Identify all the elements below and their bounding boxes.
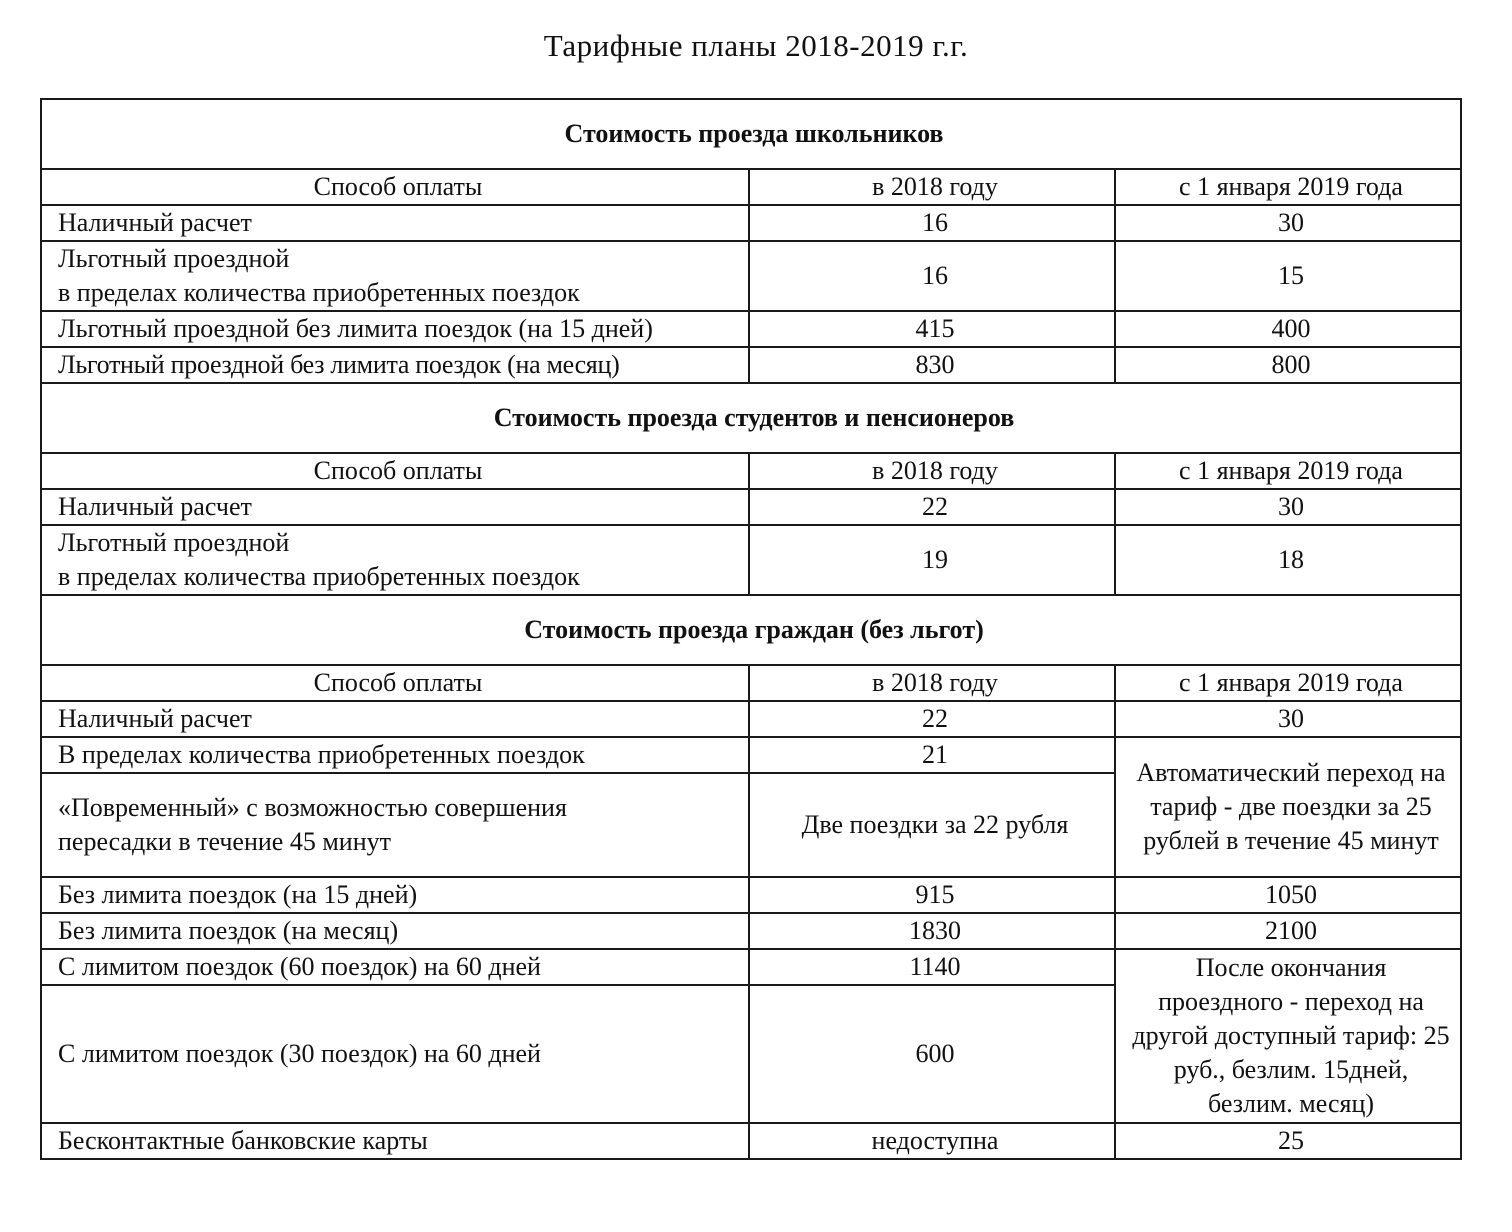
value-2018: 19 — [749, 525, 1115, 595]
row-label: С лимитом поездок (30 поездок) на 60 дней — [41, 985, 749, 1123]
row-label: Бесконтактные банковские карты — [41, 1123, 749, 1159]
column-header-2018: в 2018 году — [749, 665, 1115, 701]
value-2019-merged: Автоматический переход на тариф - две поездки за 25 рублей в течение 45 минут — [1115, 737, 1461, 877]
section-title-citizens: Стоимость проезда граждан (без льгот) — [41, 595, 1461, 665]
value-2019: 30 — [1115, 489, 1461, 525]
row-label — [41, 525, 749, 595]
table-row — [41, 913, 1461, 949]
column-header-2019: с 1 января 2019 года — [1115, 169, 1461, 205]
row-label: «Повременный» с возможностью совершения пересадки в течение 45 минут — [41, 773, 749, 877]
value-2018: 915 — [749, 877, 1115, 913]
section-title-students: Стоимость проезда студентов и пенсионеров — [41, 383, 1461, 453]
value-2018: 22 — [749, 701, 1115, 737]
header-row — [41, 453, 1461, 489]
row-label: Льготный проездной без лимита поездок (на 15 дней) — [41, 311, 749, 347]
column-header-2018: в 2018 году — [749, 169, 1115, 205]
value-2018: 22 — [749, 489, 1115, 525]
value-2018: 21 — [749, 737, 1115, 773]
section-title-schoolchildren: Стоимость проезда школьников — [41, 99, 1461, 169]
value-2018: 415 — [749, 311, 1115, 347]
table-row — [41, 241, 1461, 311]
table-row — [41, 347, 1461, 383]
column-header-2019: с 1 января 2019 года — [1115, 665, 1461, 701]
table-row — [41, 701, 1461, 737]
section-row-schoolchildren — [41, 99, 1461, 169]
header-row — [41, 169, 1461, 205]
row-label: Наличный расчет — [41, 701, 749, 737]
value-2019: 2100 — [1115, 913, 1461, 949]
value-2019: 400 — [1115, 311, 1461, 347]
document-title: Тарифные планы 2018-2019 г.г. — [543, 28, 969, 63]
column-header-method: Способ оплаты — [41, 169, 749, 205]
row-label-line: в пределах количества приобретенных поездок — [58, 278, 580, 307]
row-label: Наличный расчет — [41, 205, 749, 241]
row-label-line: в пределах количества приобретенных поездок — [58, 562, 580, 591]
value-2018: 16 — [749, 241, 1115, 311]
value-2018: Две поездки за 22 рубля — [749, 773, 1115, 877]
value-2019: 15 — [1115, 241, 1461, 311]
value-2019: 800 — [1115, 347, 1461, 383]
row-label: Льготный проездной без лимита поездок (на месяц) — [41, 347, 749, 383]
value-2019-merged: После окончания проездного - переход на другой доступный тариф: 25 руб., безлим. 15дней, безлим. месяц) — [1115, 949, 1461, 1123]
value-2018: 1830 — [749, 913, 1115, 949]
row-label: С лимитом поездок (60 поездок) на 60 дней — [41, 949, 749, 985]
table-row — [41, 489, 1461, 525]
row-label: Без лимита поездок (на месяц) — [41, 913, 749, 949]
value-2019: 30 — [1115, 701, 1461, 737]
value-2019: 1050 — [1115, 877, 1461, 913]
value-2018: 600 — [749, 985, 1115, 1123]
column-header-method: Способ оплаты — [41, 453, 749, 489]
row-label: В пределах количества приобретенных поездок — [41, 737, 749, 773]
section-row-citizens — [41, 595, 1461, 665]
row-label — [41, 241, 749, 311]
table-row — [41, 525, 1461, 595]
table-row — [41, 205, 1461, 241]
header-row — [41, 665, 1461, 701]
tariff-table — [40, 98, 1462, 1160]
row-label: Без лимита поездок (на 15 дней) — [41, 877, 749, 913]
table-row — [41, 311, 1461, 347]
value-2019: 25 — [1115, 1123, 1461, 1159]
section-row-students — [41, 383, 1461, 453]
row-label-line: Льготный проездной — [58, 244, 290, 273]
value-2018: 1140 — [749, 949, 1115, 985]
table-row — [41, 949, 1461, 985]
value-2018: недоступна — [749, 1123, 1115, 1159]
value-2019: 18 — [1115, 525, 1461, 595]
table-row — [41, 737, 1461, 773]
column-header-method: Способ оплаты — [41, 665, 749, 701]
column-header-2018: в 2018 году — [749, 453, 1115, 489]
column-header-2019: с 1 января 2019 года — [1115, 453, 1461, 489]
row-label: Наличный расчет — [41, 489, 749, 525]
table-row — [41, 1123, 1461, 1159]
value-2019: 30 — [1115, 205, 1461, 241]
value-2018: 16 — [749, 205, 1115, 241]
table-row — [41, 877, 1461, 913]
row-label-line: Льготный проездной — [58, 528, 290, 557]
value-2018: 830 — [749, 347, 1115, 383]
